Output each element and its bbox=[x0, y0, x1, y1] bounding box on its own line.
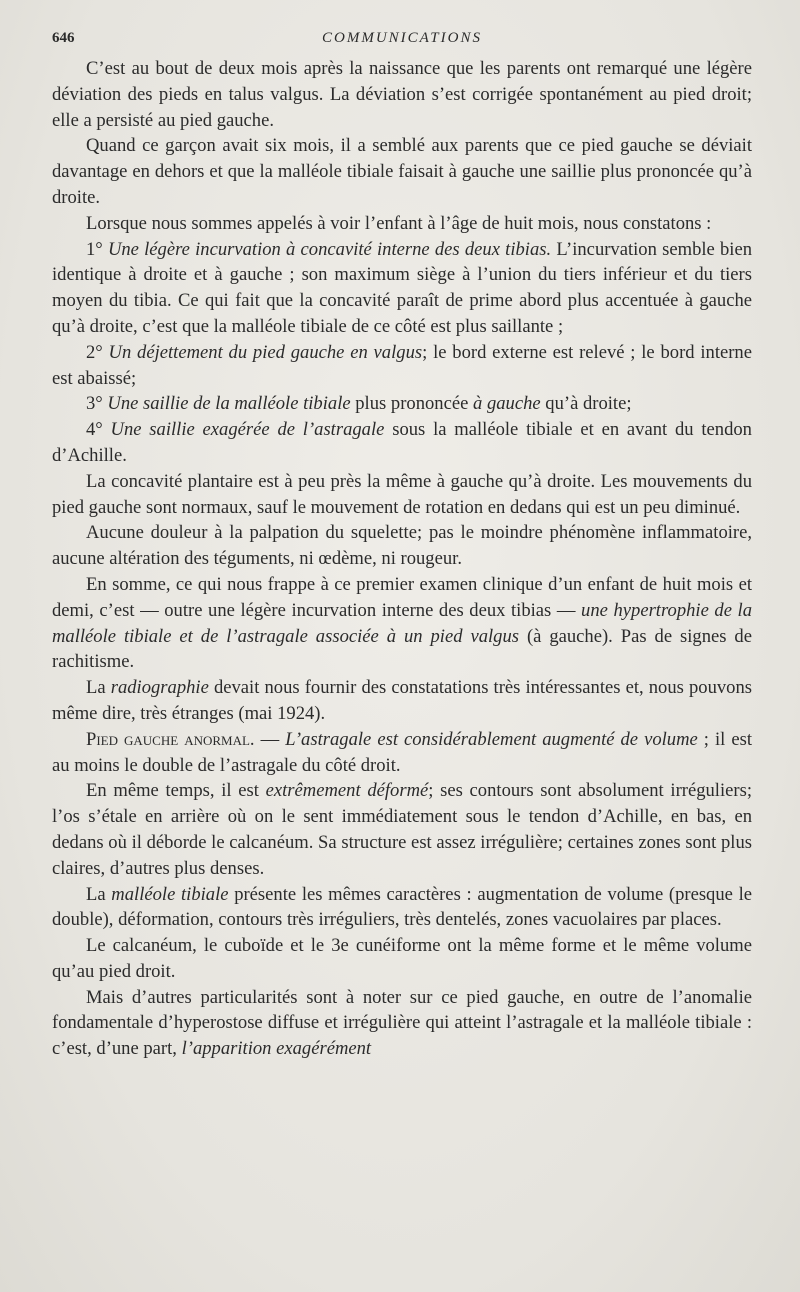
text-run: ; ses contours sont absolument irréguliers; l’os s’étale en arrière où on le sent immédiatement sous le tendon d’Achille, en bas, en dedans où il déborde le calcanéum. Sa structure est assez irrégulière; certaines zones sont plus claires, d’autres plus denses. bbox=[52, 780, 752, 879]
text-run: L’incurvation semble bien identique à droite et à gauche ; son maximum siège à l’union du tiers inférieur et du tiers moyen du tibia. Ce qui fait que la concavité paraît de prime abord plus accentuée à gauche qu’à droite, c’est que la malléole tibiale de ce côté est plus saillante ; bbox=[52, 238, 753, 337]
small-caps-text-run: Pied gauche anormal. bbox=[86, 728, 255, 750]
paragraph bbox=[52, 778, 752, 881]
italic-text-run: extrêmement déformé bbox=[265, 780, 429, 802]
paragraph bbox=[52, 469, 752, 521]
italic-text-run: l’apparition exagérément bbox=[181, 1038, 372, 1060]
italic-text-run: Une légère incurvation à concavité interne des deux tibias. bbox=[107, 238, 552, 260]
text-run: qu’à droite; bbox=[540, 393, 632, 415]
text-run: Mais d’autres particularités sont à noter sur ce pied gauche, en outre de l’anomalie fondamentale d’hyperostose diffuse et irrégulière qui atteint l’astragale et la malléole tibiale : c’est, d’une part, bbox=[52, 986, 752, 1060]
paragraph bbox=[52, 933, 752, 985]
italic-text-run: L’astragale est considérablement augmenté de volume bbox=[285, 728, 698, 750]
paragraph bbox=[52, 675, 752, 727]
text-run: 4° bbox=[86, 419, 111, 441]
text-run: ; le bord externe est relevé ; le bord interne est abaissé; bbox=[52, 341, 752, 389]
paragraph bbox=[52, 727, 752, 779]
text-run: — bbox=[254, 728, 286, 750]
italic-text-run: radiographie bbox=[110, 677, 209, 699]
text-run: ; il est au moins le double de l’astragale du côté droit. bbox=[52, 728, 752, 776]
italic-text-run: une hypertrophie de la malléole tibiale et de l’astragale associée à un pied valgus bbox=[52, 599, 752, 647]
text-run: sous la malléole tibiale et en avant du tendon d’Achille. bbox=[52, 419, 752, 466]
text-run: En même temps, il est bbox=[86, 780, 266, 802]
text-run: Le calcanéum, le cuboïde et le 3e cunéiforme ont la même forme et le même volume qu’au pied droit. bbox=[52, 935, 752, 982]
paragraph bbox=[52, 133, 752, 210]
paragraph bbox=[52, 985, 752, 1062]
italic-text-run: Une saillie exagérée de l’astragale bbox=[110, 419, 385, 441]
italic-text-run: à gauche bbox=[473, 393, 541, 415]
paragraph bbox=[52, 56, 752, 133]
text-run: 3° bbox=[86, 393, 108, 415]
body-text bbox=[52, 56, 752, 1062]
text-run: devait nous fournir des constatations très intéressantes et, nous pouvons même dire, très étranges (mai 1924). bbox=[52, 677, 752, 724]
text-run: 1° bbox=[86, 238, 108, 260]
italic-text-run: Un déjettement du pied gauche en valgus bbox=[108, 341, 423, 363]
paragraph bbox=[52, 211, 752, 237]
italic-text-run: Une saillie de la malléole tibiale bbox=[107, 393, 351, 415]
text-run: Aucune douleur à la palpation du squelette; pas le moindre phénomène inflammatoire, aucune altération des téguments, ni œdème, ni rougeur. bbox=[52, 522, 752, 570]
paragraph bbox=[52, 340, 752, 392]
paragraph bbox=[52, 520, 752, 572]
text-run: C’est au bout de deux mois après la naissance que les parents ont remarqué une légère déviation des pieds en talus valgus. La déviation s’est corrigée spontanément au pied droit; elle a persisté au pied gauche. bbox=[52, 58, 752, 131]
text-run: Lorsque nous sommes appelés à voir l’enfant à l’âge de huit mois, nous constatons : bbox=[86, 212, 712, 234]
text-run: (à gauche). Pas de signes de rachitisme. bbox=[52, 625, 752, 673]
running-head: COMMUNICATIONS bbox=[322, 30, 482, 46]
paragraph bbox=[52, 882, 752, 934]
text-run: plus prononcée bbox=[350, 393, 473, 415]
page-header bbox=[52, 28, 752, 56]
paragraph bbox=[52, 237, 752, 340]
page-number: 646 bbox=[52, 30, 75, 46]
italic-text-run: malléole tibiale bbox=[111, 883, 229, 905]
text-run: En somme, ce qui nous frappe à ce premier examen clinique d’un enfant de huit mois et demi, c’est — outre une légère incurvation interne des deux tibias — bbox=[52, 573, 752, 621]
text-run: La bbox=[86, 883, 112, 905]
paragraph bbox=[52, 391, 752, 417]
paragraph bbox=[52, 417, 752, 469]
text-run: La bbox=[86, 677, 111, 699]
text-run: 2° bbox=[86, 341, 109, 363]
paragraph bbox=[52, 572, 752, 675]
text-run: Quand ce garçon avait six mois, il a semblé aux parents que ce pied gauche se déviait davantage en dehors et que la malléole tibiale faisait à gauche une saillie plus prononcée qu’à droite. bbox=[52, 135, 752, 208]
text-run: La concavité plantaire est à peu près la même à gauche qu’à droite. Les mouvements du pied gauche sont normaux, sauf le mouvement de rotation en dedans qui est un peu diminué. bbox=[52, 470, 752, 518]
text-run: présente les mêmes caractères : augmentation de volume (presque le double), déformation, contours très irréguliers, très dentelés, zones vacuolaires par places. bbox=[52, 883, 752, 931]
